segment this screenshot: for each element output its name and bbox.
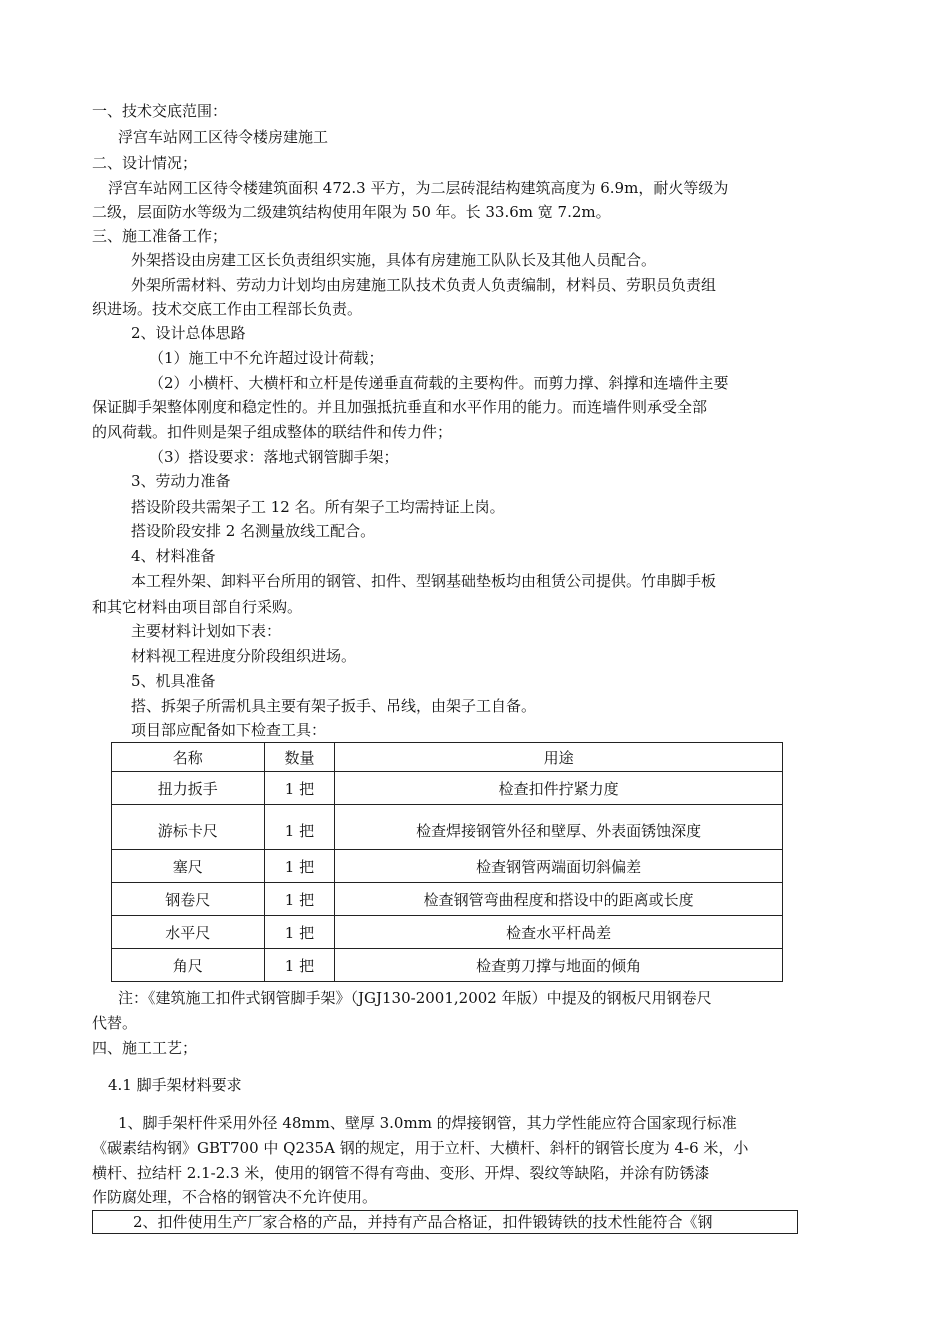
materials-schedule: 材料视工程进度分阶段组织进场。 (131, 647, 357, 665)
labor-line2: 搭设阶段安排 2 名测量放线工配合。 (131, 522, 376, 540)
item-3: （3）搭设要求：落地式钢管脚手架； (149, 448, 399, 466)
requirement-1-line1: 1、脚手架杆件采用外径 48mm、壁厚 3.0mm 的焊接钢管，其力学性能应符合国家现行标准 (118, 1114, 737, 1132)
cell-name: 扭力扳手 (112, 772, 265, 805)
materials-para-line1: 本工程外架、卸料平台所用的钢管、扣件、型钢基础垫板均由租赁公司提供。竹串脚手板 (131, 572, 717, 590)
tools-line1: 搭、拆架子所需机具主要有架子扳手、吊线，由架子工自备。 (131, 697, 537, 715)
cell-purpose: 检查水平杆咼差 (335, 916, 783, 949)
table-row (112, 805, 783, 850)
cell-purpose: 检查钢管两端面切斜偏差 (335, 850, 783, 883)
cell-purpose: 检查扣件拧紧力度 (335, 772, 783, 805)
item-2-line1: （2）小横杆、大横杆和立杆是传递垂直荷载的主要构件。而剪力撑、斜撑和连墙件主要 (149, 374, 729, 392)
cell-purpose: 检查焊接钢管外径和壁厚、外表面锈蚀深度 (335, 805, 783, 850)
section-2-para-line2: 二级，层面防水等级为二级建筑结构使用年限为 50 年。长 33.6m 宽 7.2m。 (92, 203, 611, 221)
section-3-para2-line2: 织进场。技术交底工作由工程部长负责。 (92, 300, 363, 318)
note-line1: 注：《建筑施工扣件式钢管脚手架》（JGJ130-2001,2002 年版）中提及的钢板尺用钢卷尺 (118, 989, 712, 1007)
cell-quantity: 1 把 (264, 949, 335, 982)
section-2-para-line1: 浮宫车站网工区待令楼建筑面积 472.3 平方，为二层砖混结构建筑高度为 6.9m，耐火等级为 (108, 179, 729, 197)
requirement-2-line1: 2、扣件使用生产厂家合格的产品，并持有产品合格证，扣件锻铸铁的技术性能符合《钢 (133, 1213, 713, 1231)
section-3-para2-line1: 外架所需材料、劳动力计划均由房建施工队技术负责人负责编制，材料员、劳职员负责组 (131, 276, 717, 294)
header-purpose: 用途 (335, 743, 783, 772)
item-2-line3: 的风荷载。扣件则是架子组成整体的联结件和传力件； (92, 423, 453, 441)
section-3-para1: 外架搭设由房建工区长负责组织实施，具体有房建施工队队长及其他人员配合。 (131, 251, 657, 269)
section-1-text: 浮宫车站网工区待令楼房建施工 (118, 128, 329, 146)
table-row (112, 883, 783, 916)
inspection-tools-table (111, 742, 783, 982)
table-row (112, 949, 783, 982)
cell-purpose: 检查剪刀撑与地面的倾角 (335, 949, 783, 982)
subsection-4-1-title: 4.1 脚手架材料要求 (108, 1076, 242, 1094)
cell-name: 游标卡尺 (112, 805, 265, 850)
item-2-line2: 保证脚手架整体刚度和稳定性的。并且加强抵抗垂直和水平作用的能力。而连墙件则承受全部 (92, 398, 708, 416)
cell-name: 塞尺 (112, 850, 265, 883)
cell-name: 角尺 (112, 949, 265, 982)
section-3-title: 三、施工准备工作； (92, 227, 228, 245)
table-row (112, 772, 783, 805)
requirement-1-line4: 作防腐处理，不合格的钢管决不允许使用。 (92, 1188, 378, 1206)
table-row (112, 916, 783, 949)
labor-line1: 搭设阶段共需架子工 12 名。所有架子工均需持证上岗。 (131, 498, 505, 516)
heading-materials: 4、材料准备 (131, 547, 216, 565)
table-row (112, 850, 783, 883)
section-4-title: 四、施工工艺； (92, 1039, 198, 1057)
note-line2: 代替。 (92, 1014, 138, 1032)
cell-quantity: 1 把 (264, 850, 335, 883)
materials-plan-intro: 主要材料计划如下表： (131, 622, 282, 640)
section-2-title: 二、设计情况； (92, 154, 198, 172)
cell-quantity: 1 把 (264, 883, 335, 916)
header-name: 名称 (112, 743, 265, 772)
cell-purpose: 检查钢管弯曲程度和搭设中的距离或长度 (335, 883, 783, 916)
requirement-1-line2: 《碳素结构钢》GBT700 中 Q235A 钢的规定，用于立杆、大横杆、斜杆的钢管长度为 4-6 米，小 (92, 1139, 749, 1157)
cell-name: 钢卷尺 (112, 883, 265, 916)
bordered-paragraph-box (92, 1210, 798, 1234)
heading-tools: 5、机具准备 (131, 672, 216, 690)
cell-quantity: 1 把 (264, 805, 335, 850)
header-quantity: 数量 (264, 743, 335, 772)
materials-para-line2: 和其它材料由项目部自行采购。 (92, 598, 303, 616)
cell-quantity: 1 把 (264, 916, 335, 949)
tools-line2: 项目部应配备如下检查工具： (131, 721, 327, 739)
section-1-title: 一、技术交底范围： (92, 102, 228, 120)
requirement-1-line3: 横杆、拉结杆 2.1-2.3 米，使用的钢管不得有弯曲、变形、开焊、裂纹等缺陷，并涂有防锈漆 (92, 1164, 710, 1182)
table-header-row (112, 743, 783, 772)
item-1: （1）施工中不允许超过设计荷载； (149, 349, 384, 367)
heading-design-ideas: 2、设计总体思路 (131, 324, 246, 342)
cell-name: 水平尺 (112, 916, 265, 949)
cell-quantity: 1 把 (264, 772, 335, 805)
heading-labor: 3、劳动力准备 (131, 472, 231, 490)
